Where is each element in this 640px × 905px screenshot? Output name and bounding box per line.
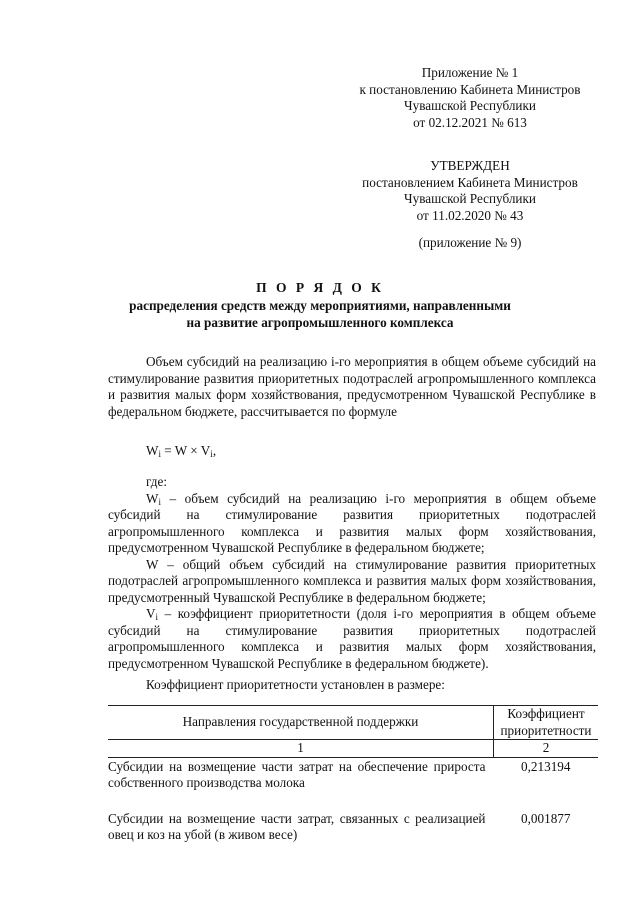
- approval-stamp: [330, 158, 610, 224]
- formula-symbol: W: [146, 443, 159, 458]
- formula-symbol: V: [200, 443, 211, 458]
- where-label: где:: [146, 474, 167, 489]
- coefficient-intro: Коэффициент приоритетности установлен в размере:: [146, 677, 445, 692]
- formula-operator: = W ×: [160, 443, 201, 458]
- definition-symbol: W: [146, 556, 159, 572]
- definition-text: – объем субсидий на реализацию i-го мероприятия в общем объеме субсидий на стимулирование развития приоритетных подотраслей агропромышленного комплекса и развития малых форм хозяйствования, предусмотренном Чувашской Республике в федеральном бюджете;: [108, 490, 596, 555]
- appendix-number: (приложение № 9): [418, 235, 522, 250]
- table-header-row: [108, 706, 598, 740]
- subtitle-line: на развитие агропромышленного комплекса: [186, 314, 454, 330]
- row-description: Субсидии на возмещение части затрат, связанных с реализацией овец и коз на убой (в живом весе): [108, 810, 486, 842]
- appendix-line: от 02.12.2021 № 613: [413, 114, 527, 130]
- table-row: [108, 757, 598, 792]
- column-header: Коэффициент приоритетности: [494, 706, 599, 740]
- subtitle-line: распределения средств между мероприятиями, направленными: [129, 298, 511, 313]
- appendix-line: Приложение № 1: [421, 65, 519, 80]
- definitions: [108, 474, 596, 672]
- definition-symbol: V: [146, 606, 156, 621]
- definition-symbol: W: [146, 490, 159, 506]
- approval-line: постановлением Кабинета Министров: [362, 174, 578, 190]
- column-number: 1: [108, 740, 494, 758]
- document-title: П О Р Я Д О К: [256, 280, 384, 295]
- formula: [146, 443, 216, 460]
- document-subtitle: [80, 298, 560, 331]
- formula-subscript: i: [210, 449, 213, 459]
- definition-wi: [108, 491, 596, 557]
- approval-line: Чувашской Республики: [404, 191, 536, 206]
- appendix-line: к постановлению Кабинета Министров: [359, 81, 581, 97]
- appendix-header: [330, 65, 610, 131]
- table-row: [108, 810, 598, 844]
- row-coefficient: 0,213194: [521, 758, 571, 774]
- appendix-line: Чувашской Республики: [404, 98, 536, 113]
- row-coefficient: 0,001877: [521, 810, 571, 826]
- definition-vi: [108, 606, 596, 672]
- approval-line: УТВЕРЖДЕН: [430, 158, 510, 173]
- approval-line: от 11.02.2020 № 43: [416, 207, 524, 223]
- definition-text: – коэффициент приоритетности (доля i-го мероприятия в общем объеме субсидий на стимулирование развития приоритетных подотраслей агропромышленного комплекса и развития малых форм хозяйствования, предусмотренном Чувашской Республике в федеральном бюджете).: [108, 606, 596, 671]
- table-number-row: [108, 740, 598, 758]
- formula-subscript: i: [158, 449, 161, 459]
- row-description: Субсидии на возмещение части затрат на обеспечение прироста собственного производства молока: [108, 758, 486, 790]
- intro-paragraph: Объем субсидий на реализацию i-го мероприятия в общем объеме субсидий на стимулирование развития приоритетных подотраслей агропромышленного комплекса и развития малых форм хозяйствования, предусмотренном Чувашской Республике в федеральном бюджете, рассчитывается по формуле: [108, 354, 596, 419]
- column-header: Направления государственной поддержки: [108, 706, 494, 740]
- formula-subscript: i: [158, 496, 161, 507]
- definition-text: – общий объем субсидий на стимулирование развития приоритетных подотраслей агропромышленного комплекса и развития малых форм хозяйствования, предусмотренный Чувашской Республике в федеральном бюджете;: [108, 556, 596, 605]
- column-number: 2: [494, 740, 599, 758]
- formula-subscript: i: [155, 612, 159, 622]
- formula-punctuation: ,: [212, 443, 217, 458]
- coefficient-table: [108, 705, 598, 844]
- definition-w: [108, 557, 596, 607]
